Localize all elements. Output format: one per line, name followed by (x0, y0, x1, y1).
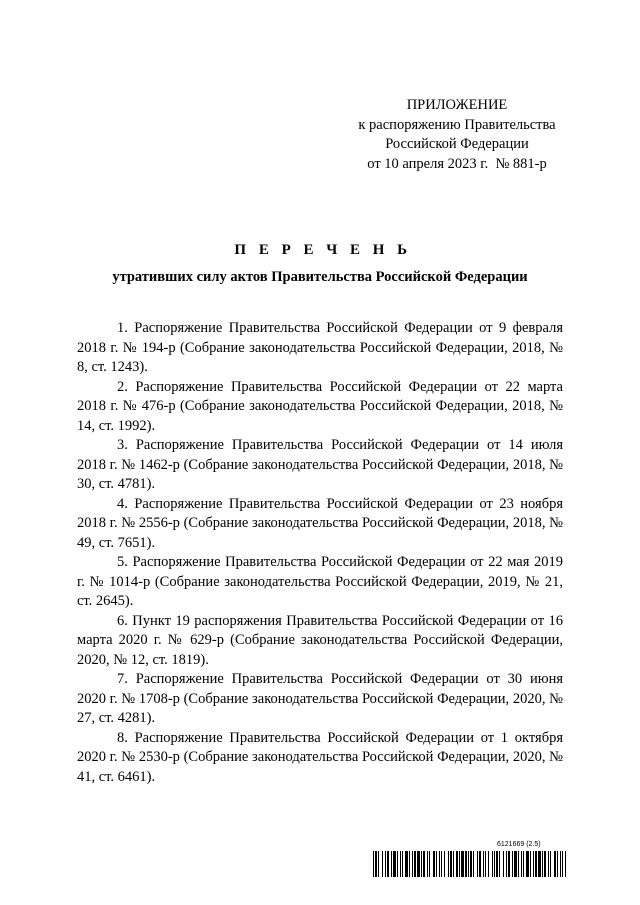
barcode-icon (373, 851, 568, 877)
acts-list (77, 319, 563, 787)
list-item: 1. Распоряжение Правительства Российской Федерации от 9 февраля 2018 г. № 194-р (Собрание законодательства Российской Федерации, 2018, № 8, ст. 1243). (77, 320, 563, 375)
list-item: 6. Пункт 19 распоряжения Правительства Российской Федерации от 16 марта 2020 г. № 629-р (Собрание законодательства Российской Федерации, 2020, № 12, ст. 1819). (77, 612, 563, 668)
document-code: 6121669 (2.5) (497, 841, 541, 848)
list-item: 3. Распоряжение Правительства Российской Федерации от 14 июля 2018 г. № 1462-р (Собрание законодательства Российской Федерации, 2018, № 30, ст. 4781). (77, 437, 563, 492)
document-subtitle: утративших силу актов Правительства Российской Федерации (112, 269, 528, 285)
list-item: 5. Распоряжение Правительства Российской Федерации от 22 мая 2019 г. № 1014-р (Собрание законодательства Российской Федерации, 2019, № 21, ст. 2645). (77, 554, 563, 609)
appendix-block (344, 96, 570, 174)
appendix-order-ref: к распоряжению Правительства (358, 116, 556, 133)
list-item: 7. Распоряжение Правительства Российской Федерации от 30 июня 2020 г. № 1708-р (Собрание законодательства Российской Федерации, 2020, № 27, ст. 4281). (77, 671, 563, 726)
list-item: 8. Распоряжение Правительства Российской Федерации от 1 октября 2020 г. № 2530-р (Собрание законодательства Российской Федерации, 2020, № 41, ст. 6461). (77, 729, 563, 785)
document-title (0, 240, 640, 260)
appendix-date-number: от 10 апреля 2023 г. № 881-р (367, 155, 547, 172)
appendix-heading: ПРИЛОЖЕНИЕ (406, 97, 508, 113)
list-item: 2. Распоряжение Правительства Российской Федерации от 22 марта 2018 г. № 476-р (Собрание законодательства Российской Федерации, 2018, № 14, ст. 1992). (77, 378, 563, 434)
appendix-government: Российской Федерации (385, 136, 529, 152)
list-item: 4. Распоряжение Правительства Российской Федерации от 23 ноября 2018 г. № 2556-р (Собрание законодательства Российской Федерации, 2018, № 49, ст. 7651). (77, 495, 563, 551)
document-title-text: П Е Р Е Ч Е Н Ь (234, 242, 412, 258)
